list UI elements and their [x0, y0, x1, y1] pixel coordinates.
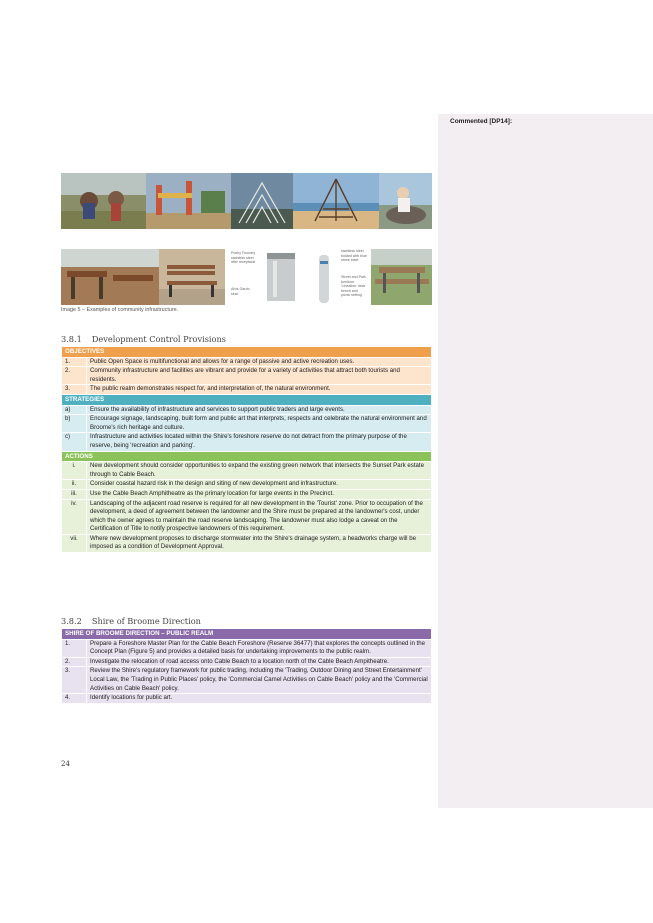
photo-picnic-setting — [371, 249, 432, 305]
label-litter-receptacle: Pushy Foundry stainless steel litter receptacle — [231, 251, 256, 265]
photo-bollard — [315, 249, 335, 305]
comment-label[interactable]: Commented [DP14]: — [450, 118, 513, 125]
actions-header-row — [62, 451, 432, 462]
table-row — [62, 357, 432, 367]
table-row — [62, 433, 432, 451]
row-index: a) — [62, 405, 87, 415]
row-text: Consider coastal hazard risk in the design and siting of new development and infrastructure. — [87, 480, 432, 490]
row-text: Ensure the availability of infrastructure and services to support public traders and large events. — [87, 405, 432, 415]
photo-play-structure — [146, 173, 231, 229]
row-text: Public Open Space is multifunctional and allows for a range of passive and active recreation uses. — [87, 357, 432, 367]
image-caption: Image 5 – Examples of community infrastructure. — [61, 307, 179, 313]
row-index: 1. — [62, 357, 87, 367]
table-row — [62, 694, 432, 704]
table-row — [62, 405, 432, 415]
section-title: Shire of Broome Direction — [91, 616, 201, 626]
label-bollard: stainless steel bollard with blue stone inset — [341, 249, 367, 263]
table-row — [62, 499, 432, 534]
row-text: Community infrastructure and facilities are vibrant and provide for a variety of activities that attract both tourists and residents. — [87, 367, 432, 385]
row-index: 4. — [62, 694, 87, 704]
photo-child-on-rock — [379, 173, 432, 229]
table-row — [62, 415, 432, 433]
comment-sidebar — [438, 114, 653, 808]
row-text: Review the Shire's regulatory framework for public trading, including the 'Trading, Outdoor Dining and Street Entertainment' Local Law, the 'Trading in Public Places' policy, the 'Commercial Camel Activities on Cable Beach' policy and the 'Commercial Activities on Cable Beach' policy. — [87, 667, 432, 694]
section-title: Development Control Provisions — [91, 334, 226, 344]
row-index: ii. — [62, 480, 87, 490]
row-text: Investigate the relocation of road access onto Cable Beach to a location north of the Cable Beach Ampitheatre. — [87, 657, 432, 667]
section-heading-3-8-1 — [61, 334, 226, 344]
label-seat: Alvis Gardo seat — [231, 287, 250, 296]
photo-litter-bin — [261, 249, 301, 305]
photo-climbing-net — [231, 173, 293, 229]
photo-beach-net — [293, 173, 379, 229]
row-index: 1. — [62, 639, 87, 657]
objectives-heading: OBJECTIVES — [62, 347, 432, 358]
row-text: Use the Cable Beach Amphitheatre as the primary location for large events in the Precinct. — [87, 489, 432, 499]
row-index: c) — [62, 433, 87, 451]
actions-heading: ACTIONS — [62, 451, 432, 462]
row-text: Where new development proposes to discharge stormwater into the Shire's drainage system, a headworks charge will be imposed as a condition of Development Approval. — [87, 534, 432, 552]
strategies-heading: STRATEGIES — [62, 394, 432, 405]
table-row — [62, 534, 432, 552]
row-text: The public realm demonstrates respect for, and interpretation of, the natural environment. — [87, 385, 432, 395]
photo-strip-top — [61, 173, 432, 229]
page-number: 24 — [61, 760, 70, 768]
row-text: Infrastructure and activities located within the Shire's foreshore reserve do not detract from the primary purpose of the reserve, being 'recreation and parking'. — [87, 433, 432, 451]
row-index: 3. — [62, 385, 87, 395]
row-index: 3. — [62, 667, 87, 694]
row-index: 2. — [62, 657, 87, 667]
strategies-header-row — [62, 394, 432, 405]
photo-strip-furniture — [61, 249, 432, 305]
row-index: vii. — [62, 534, 87, 552]
row-index: b) — [62, 415, 87, 433]
public-realm-header-row — [62, 629, 432, 640]
section-number: 3.8.2 — [61, 616, 82, 626]
table-row — [62, 667, 432, 694]
row-text: New development should consider opportunities to expand the existing green network that intersects the Sunset Park estate through to Cable Beach. — [87, 462, 432, 480]
table-row — [62, 489, 432, 499]
table-row — [62, 367, 432, 385]
row-text: Identify locations for public art. — [87, 694, 432, 704]
row-text: Encourage signage, landscaping, built form and public art that interprets, respects and celebrate the natural environment and Broome's rich heritage and culture. — [87, 415, 432, 433]
row-text: Landscaping of the adjacent road reserve is required for all new development in the 'Tourist' zone. Prior to occupation of the development, a deed of agreement between the landowner and the Shire must be prepared at the landowner's cost, under which the owner agrees to maintain the road reserve landscaping. The landowner must also lodge a caveat on the Certification of Title to notify prospective landowners of this requirement. — [87, 499, 432, 534]
photo-playground-children — [61, 173, 146, 229]
row-index: 2. — [62, 367, 87, 385]
label-deck-bench: Street and Park furniture 'Linealine' deck bench and picnic setting — [341, 275, 366, 298]
row-index: i. — [62, 462, 87, 480]
public-realm-heading: SHIRE OF BROOME DIRECTION – PUBLIC REALM — [62, 629, 432, 640]
photo-picnic-tables — [61, 249, 159, 305]
development-control-table — [61, 346, 432, 553]
section-heading-3-8-2 — [61, 616, 201, 626]
table-row — [62, 639, 432, 657]
photo-park-bench — [159, 249, 225, 305]
table-row — [62, 480, 432, 490]
table-row — [62, 657, 432, 667]
row-text: Prepare a Foreshore Master Plan for the Cable Beach Foreshore (Reserve 36477) that explores the concepts outlined in the Concept Plan (Figure 5) and provides a detailed basis for undertaking improvements to the public realm. — [87, 639, 432, 657]
row-index: iii. — [62, 489, 87, 499]
table-row — [62, 462, 432, 480]
section-number: 3.8.1 — [61, 334, 82, 344]
objectives-header-row — [62, 347, 432, 358]
table-row — [62, 385, 432, 395]
shire-direction-table — [61, 628, 432, 704]
row-index: iv. — [62, 499, 87, 534]
